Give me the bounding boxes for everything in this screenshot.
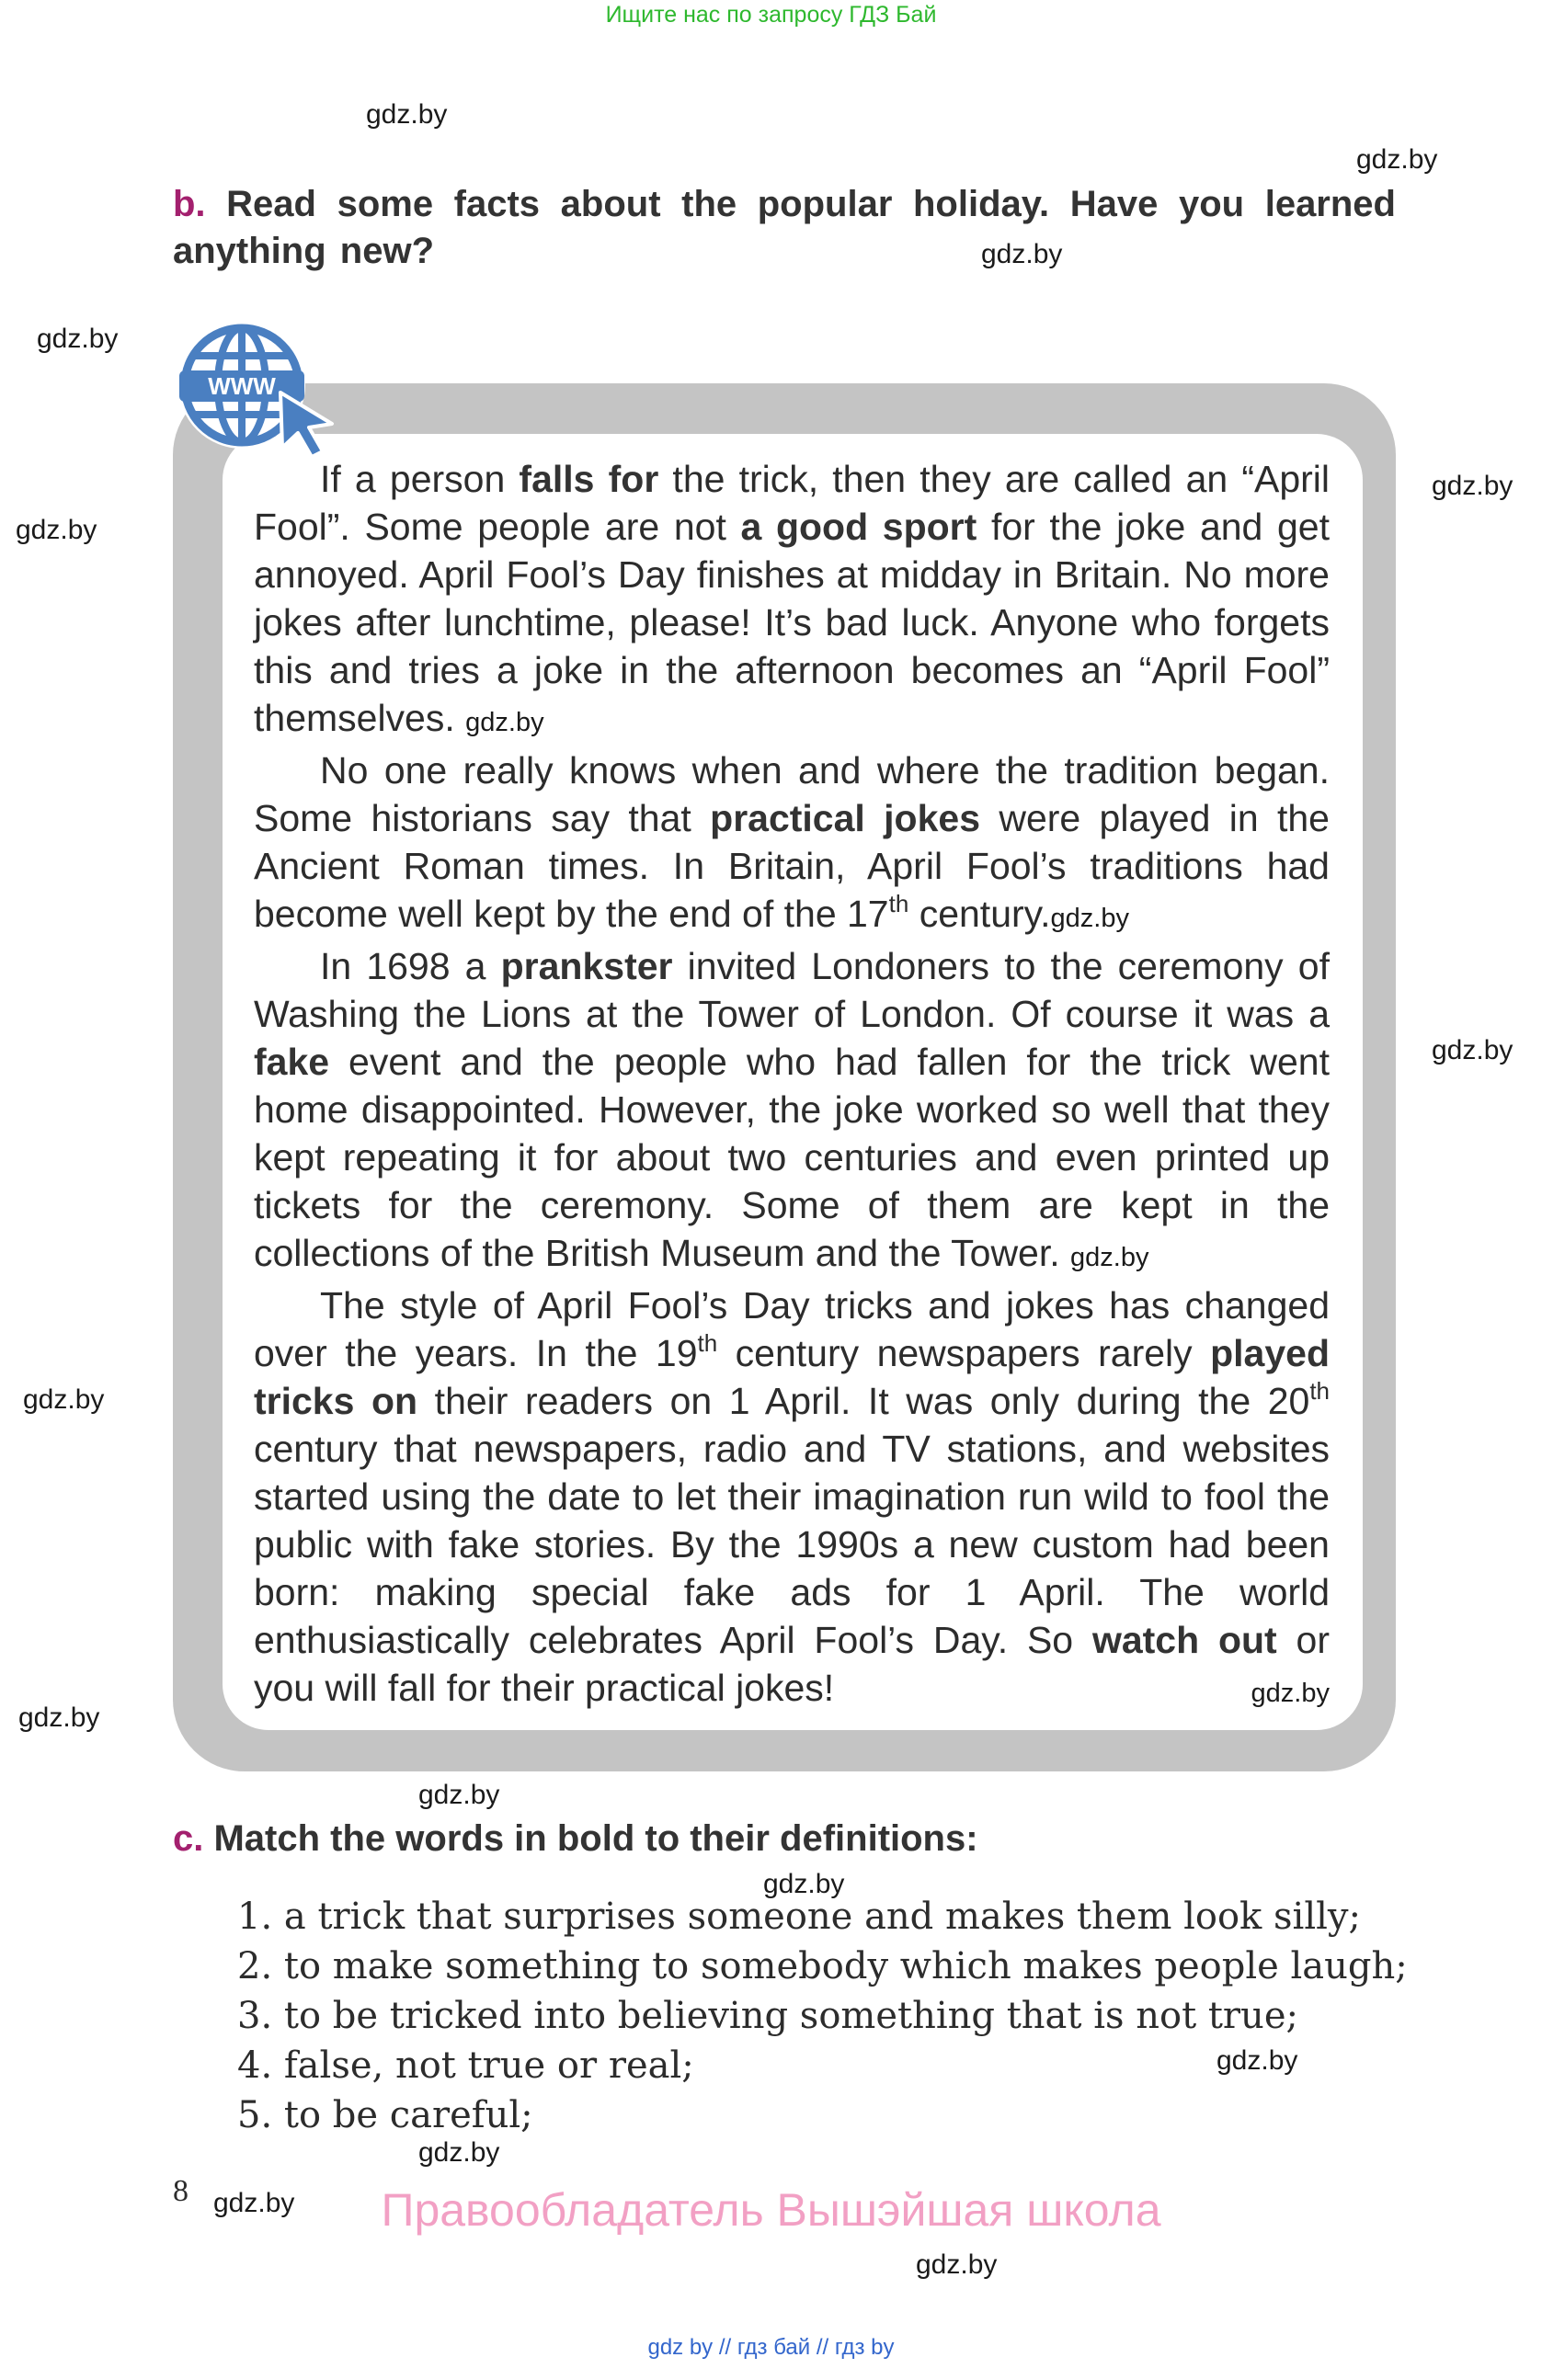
- watermark: gdz.by: [1251, 1679, 1330, 1708]
- watermark: gdz.by: [18, 1702, 100, 1733]
- bold-term: practical jokes: [710, 797, 980, 839]
- watermark: gdz.by: [418, 2137, 500, 2168]
- definitions-list: [237, 1892, 1408, 2140]
- watermark: gdz.by: [16, 515, 97, 545]
- watermark: gdz.by: [465, 708, 544, 737]
- section-b-heading: [173, 181, 1396, 275]
- watermark: gdz.by: [916, 2249, 998, 2280]
- passage-paragraph-1: If a person falls for the trick, then they are called an “April Fool”. Some people are not a good sport for the joke and get annoyed. April Fool’s Day finishes at midday in Britain. No more jokes after lunchtime, please! It’s bad luck. Anyone who forgets this and tries a joke in the afternoon becomes an “April Fool” themselves. gdz.by: [254, 458, 1331, 739]
- definition-item: 1. a trick that surprises someone and makes them look silly;: [237, 1896, 1361, 1938]
- watermark: gdz.by: [1356, 144, 1438, 175]
- definition-item: 3. to be tricked into believing something that is not true;: [237, 1995, 1298, 2037]
- watermark: gdz.by: [981, 239, 1063, 269]
- rights-holder: Правообладатель Вышэйшая школа: [381, 2184, 1161, 2236]
- bold-term: prankster: [500, 945, 673, 987]
- watermark: gdz.by: [1432, 471, 1513, 501]
- bold-term: watch out: [1091, 1619, 1277, 1661]
- watermark: gdz.by: [366, 99, 448, 130]
- section-c-text: Match the words in bold to their definitions:: [213, 1818, 978, 1859]
- footer-links[interactable]: gdz by // гдз бай // гдз by: [647, 2335, 895, 2360]
- top-banner: Ищите нас по запросу ГДЗ Бай: [605, 2, 937, 28]
- watermark: gdz.by: [763, 1869, 845, 1899]
- watermark: gdz.by: [418, 1780, 500, 1810]
- watermark: gdz.by: [213, 2188, 295, 2218]
- definition-item: 4. false, not true or real;: [237, 2044, 694, 2087]
- watermark: gdz.by: [1070, 1243, 1149, 1272]
- passage-paragraph-2: No one really knows when and where the tradition began. Some historians say that practical jokes were played in the Ancient Roman times. In Britain, April Fool’s traditions had become well kept by the end of the 17th century.gdz.by: [254, 749, 1330, 935]
- watermark: gdz.by: [1216, 2045, 1298, 2076]
- page-number: 8: [173, 2174, 188, 2208]
- bold-term: a good sport: [740, 506, 977, 548]
- watermark: gdz.by: [37, 324, 119, 354]
- watermark: gdz.by: [1432, 1035, 1513, 1065]
- passage-paragraph-4: The style of April Fool’s Day tricks and jokes has changed over the years. In the 19th century newspapers rarely played tricks on their readers on 1 April. It was only during the 20th century that newspapers, radio and TV stations, and websites started using the date to let their imagination run wild to fool the public with fake stories. By the 1990s a new custom had been born: making special fake ads for 1 April. The world enthusiastically celebrates April Fool’s Day. So watch out or you will fall for their practical jokes! gdz.by: [254, 1281, 1330, 1712]
- section-b-text: Read some facts about the popular holiday. Have you learned anything new?: [173, 184, 1396, 271]
- www-globe-icon: [177, 321, 338, 459]
- watermark: gdz.by: [23, 1384, 105, 1415]
- watermark: gdz.by: [1050, 904, 1129, 933]
- passage-paragraph-3: In 1698 a prankster invited Londoners to the ceremony of Washing the Lions at the Tower of London. Of course it was a fake event and the people who had fallen for the trick went home disappointed. However, the joke worked so well that they kept repeating it for about two centuries and even printed up tickets for the ceremony. Some of them are kept in the collections of the British Museum and the Tower. gdz.by: [254, 945, 1330, 1274]
- reading-passage: [254, 455, 1330, 1717]
- section-c-heading: [173, 1818, 978, 1860]
- bold-term: fake: [254, 1041, 330, 1083]
- bold-term: played tricks on: [254, 1332, 1330, 1422]
- section-letter-c: c.: [173, 1818, 204, 1859]
- bold-term: falls for: [519, 458, 659, 500]
- section-letter-b: b.: [173, 184, 206, 224]
- definition-item: 5. to be careful;: [237, 2094, 533, 2136]
- www-label: WWW: [208, 372, 276, 400]
- definition-item: 2. to make something to somebody which makes people laugh;: [237, 1945, 1408, 1987]
